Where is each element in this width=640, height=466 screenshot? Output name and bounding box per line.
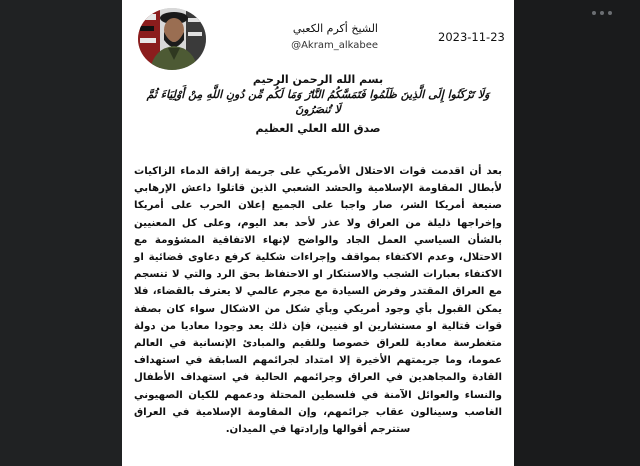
author-name[interactable]: الشيخ أكرم الكعبي [292, 22, 378, 35]
background-right [514, 0, 640, 466]
profile-photo-icon [138, 8, 206, 70]
statement-paragraph: بعد أن اقدمت قوات الاحتلال الأمريكي على جريمة إراقة الدماء الزاكيات لأبطال المقاومة الإسلامية والحشد الشعبي الذين قاتلوا داعش الإرهابي صنيعة أمريكا الشر، صار واجبا على الجميع إعلان الحرب على أمريكا وإخراجها ذليلة من العراق ولا عذر لأحد بعد اليوم، وعلى كل المعنيين بالشأن السياسي العمل الجاد والواضح لإنهاء الاتفاقية المشؤومة مع الاحتلال، وعدم الاكتفاء بمواقف وإجراءات شكلية كرفع دعاوى قضائية او الاكتفاء بعبارات الشجب والاستنكار او الاحتفاظ بحق الرد والتي لا تنسجم مع العراق المقتدر وفرض السيادة مع مجرم عالمي لا يعترف بالقضاء، فلا يمكن القبول بأي وجود أمريكي وبأي شكل من الاشكال سواء كان بصفة قوات قتالية او مستشارين او فنيين، فإن ذلك يعد وجودا معاديا من دولة متغطرسة معادية للعراق خصوصا وللقيم والمبادئ الإنسانية في العالم عموما، وما جريمتهم الأخيرة إلا امتداد لجرائمهم السابقة في استهداف القادة والمجاهدين في العراق وجرائمهم الحالية في استهداف الأطفال والنساء والعوائل الآمنة في فلسطين المحتلة ودعمهم للكيان الصهيوني الغاصب وسينالون عقاب جرائمهم، وإن المقاومة الإسلامية في العراق ستترجم أقوالها وإرادتها في الميدان. [134, 166, 502, 436]
post-header [122, 0, 514, 72]
background-left [0, 0, 122, 466]
author-handle[interactable]: @Akram_alkabee [291, 40, 378, 51]
post-date: 2023-11-23 [438, 30, 505, 44]
avatar[interactable] [138, 8, 206, 70]
quran-verse: وَلَا تَرْكَنُوا إِلَى الَّذِينَ ظَلَمُوا فَتَمَسَّكُمُ النَّارُ وَمَا لَكُم مِّن دُونِ اللَّهِ مِنْ أَوْلِيَاءَ ثُمَّ لَا تُنصَرُونَ [146, 88, 490, 116]
more-dots-icon[interactable] [592, 0, 618, 6]
post-card [122, 0, 514, 466]
post-body [130, 72, 506, 438]
verse-closing: صدق الله العلي العظيم [255, 122, 381, 135]
basmala: بسم الله الرحمن الرحيم [252, 73, 384, 86]
